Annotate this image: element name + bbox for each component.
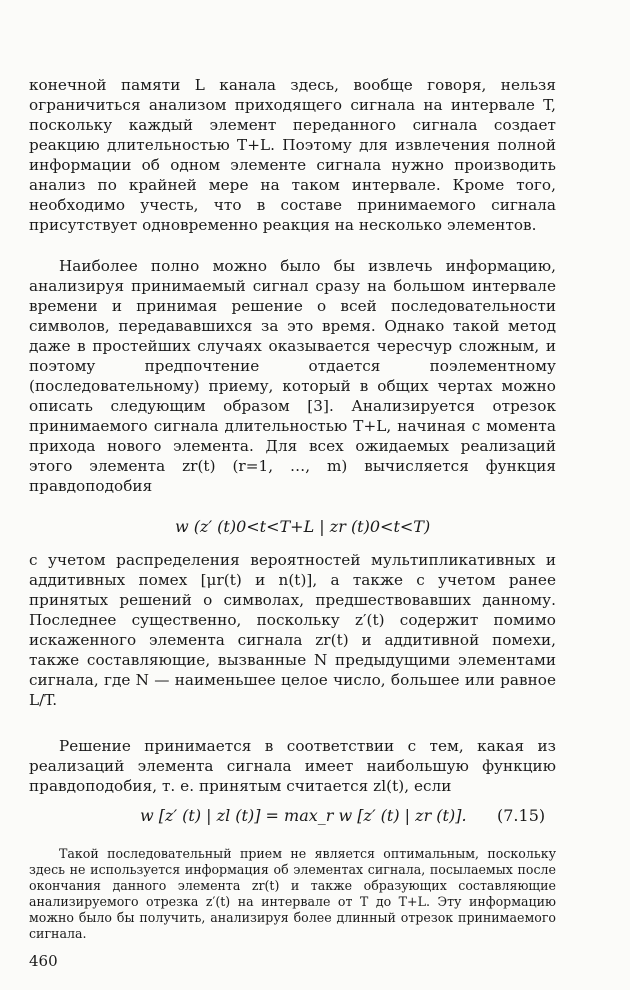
paragraph-2: Наиболее полно можно было бы извлечь информацию, анализируя принимаемый сигнал сразу на большом интервале времени и принимая решение о всей последовательности символов, передававшихся за это время. Однако такой метод даже в простейших случаях оказывается чересчур сложным, и поэтому предпочтение отдается поэлементному (последовательному) приему, который в общих чертах можно описать следующим образом [3]. Анализируется отрезок принимаемого сигнала длительностью T+L, начиная с момента прихода нового элемента. Для всех ожидаемых реализаций этого элемента zr(t) (r=1, …, m) вычисляется функция правдоподобия	[29, 257, 556, 495]
formula-decision-rule: w [z′ (t) | zl (t)] = max_r w [z′ (t) | zr (t)].	[140, 806, 467, 825]
footnote: Такой последовательный прием не является оптимальным, поскольку здесь не используется информация об элементах сигнала, посылаемых после окончания данного элемента zr(t) и также образующих составляющие анализируемого отрезка z′(t) на интервале от T до T+L. Эту информацию можно было бы получить, анализируя более длинный отрезок принимаемого сигнала.	[29, 846, 556, 941]
paragraph-4: Решение принимается в соответствии с тем, какая из реализаций элемента сигнала имеет наибольшую функцию правдоподобия, т. е. принятым считается zl(t), если	[29, 737, 556, 795]
paragraph-1: конечной памяти L канала здесь, вообще говоря, нельзя ограничиться анализом приходящего сигнала на интервале T, поскольку каждый элемент переданного сигнала создает реакцию длительностью T+L. Поэтому для извлечения полной информации об одном элементе сигнала нужно производить анализ по крайней мере на таком интервале. Кроме того, необходимо учесть, что в составе принимаемого сигнала присутствует одновременно реакция на несколько элементов.	[29, 76, 556, 234]
paragraph-3: с учетом распределения вероятностей мультипликативных и аддитивных помех [μr(t) и n(t)], а также с учетом ранее принятых решений о символах, предшествовавших данному. Последнее существенно, поскольку z′(t) содержит помимо искаженного элемента сигнала zr(t) и аддитивной помехи, также составляющие, вызванные N предыдущими элементами сигнала, где N — наименьшее целое число, большее или равное L/T.	[29, 551, 556, 709]
page-number: 460	[29, 952, 58, 970]
equation-number: (7.15)	[497, 806, 546, 825]
formula-likelihood: w (z′ (t)0<t<T+L | zr (t)0<t<T)	[175, 517, 431, 536]
